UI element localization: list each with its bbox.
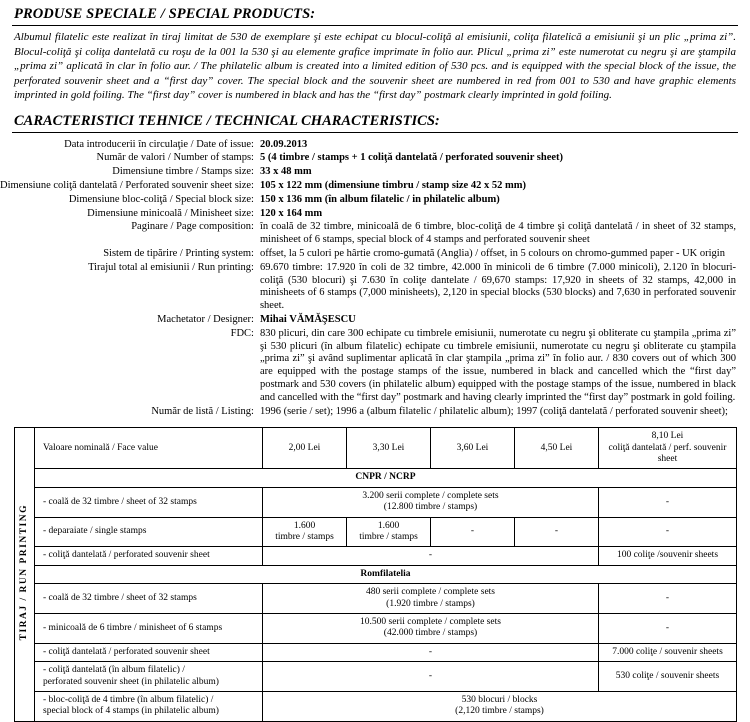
spec-label: FDC: bbox=[230, 327, 254, 339]
run-printing-table bbox=[14, 427, 737, 721]
row-label: - coală de 32 timbre / sheet of 32 stamps bbox=[35, 487, 263, 517]
table-cell: 530 coliţe / souvenir sheets bbox=[599, 662, 737, 692]
row-label: - coliţă dantelată / perforated souvenir sheet bbox=[35, 547, 263, 565]
spec-row bbox=[0, 314, 750, 328]
row-label: - coală de 32 timbre / sheet of 32 stamps bbox=[35, 584, 263, 614]
table-cell: 7.000 coliţe / souvenir sheets bbox=[599, 643, 737, 661]
row-label: - minicoală de 6 timbre / minisheet of 6 stamps bbox=[35, 614, 263, 644]
spec-row bbox=[0, 166, 750, 180]
table-row bbox=[15, 487, 737, 517]
column-header: Valoare nominală / Face value bbox=[35, 428, 263, 469]
table-cell: - bbox=[599, 584, 737, 614]
table-row bbox=[15, 643, 737, 661]
table-row bbox=[15, 584, 737, 614]
title-divider bbox=[12, 25, 738, 26]
table-group-row bbox=[15, 469, 737, 487]
spec-value: 20.09.2013 bbox=[259, 138, 308, 150]
spec-value: 69.670 timbre: 17.920 în coli de 32 timbre, 42.000 în minicoli de 6 timbre (7.000 minicoli), 2.120 în blocuri-coliţă (530 blocuri) şi 7.630 în coliţe dantelate / 69,670 stamps: 17,920 in sheets of 32 stamps, 42,000 in minisheets of 6 stamps (7,000 minisheets), 2,120 in special blocks (530 blocks) and 7,630 in perforated souvenir sheet. bbox=[259, 261, 736, 312]
spec-label: Dimensiune coliţă dantelată / Perforated souvenir sheet size: bbox=[0, 179, 254, 191]
table-row bbox=[15, 691, 737, 721]
table-cell: - bbox=[599, 487, 737, 517]
group-label: CNPR / NCRP bbox=[35, 469, 737, 487]
table-row bbox=[15, 662, 737, 692]
document-page bbox=[0, 6, 750, 717]
table-cell: - bbox=[263, 643, 599, 661]
table-cell: - bbox=[263, 547, 599, 565]
spec-label: Număr de listă / Listing: bbox=[151, 405, 254, 417]
spec-label: Dimensiune timbre / Stamps size: bbox=[112, 166, 254, 178]
table-cell: 530 blocuri / blocks (2,120 timbre / stamps) bbox=[263, 691, 737, 721]
table-cell: 10.500 serii complete / complete sets (42.000 timbre / stamps) bbox=[263, 614, 599, 644]
spec-value: Mihai VĂMĂŞESCU bbox=[259, 313, 356, 325]
column-header: 4,50 Lei bbox=[515, 428, 599, 469]
group-label: Romfilatelia bbox=[35, 565, 737, 583]
table-cell: - bbox=[263, 662, 599, 692]
spec-row bbox=[0, 406, 750, 420]
table-row bbox=[15, 517, 737, 547]
spec-row bbox=[0, 194, 750, 208]
table-cell: - bbox=[599, 614, 737, 644]
spec-row bbox=[0, 248, 750, 262]
technical-divider bbox=[12, 132, 738, 133]
spec-label: Dimensiune minicoală / Minisheet size: bbox=[87, 207, 254, 219]
row-label: - coliţă dantelată (în album filatelic) / perforated souvenir sheet (in philatelic album) bbox=[35, 662, 263, 692]
row-label: - deparaiate / single stamps bbox=[35, 517, 263, 547]
spec-value: offset, la 5 culori pe hârtie cromo-gumată (Anglia) / offset, in 5 colours on chromo-gummed paper - UK origin bbox=[259, 247, 725, 259]
spec-row bbox=[0, 180, 750, 194]
spec-value: 105 x 122 mm (dimensiune timbru / stamp size 42 x 52 mm) bbox=[259, 179, 526, 191]
spec-value: 150 x 136 mm (în album filatelic / in philatelic album) bbox=[259, 193, 500, 205]
table-cell: 1.600 timbre / stamps bbox=[263, 517, 347, 547]
spec-row bbox=[0, 221, 750, 248]
run-printing-side-label bbox=[15, 428, 35, 721]
column-header: 2,00 Lei bbox=[263, 428, 347, 469]
column-header: 8,10 Lei coliţă dantelată / perf. souvenir sheet bbox=[599, 428, 737, 469]
table-cell: 480 serii complete / complete sets (1.920 timbre / stamps) bbox=[263, 584, 599, 614]
table-group-row bbox=[15, 565, 737, 583]
spec-value: 120 x 164 mm bbox=[259, 207, 323, 219]
spec-value: 830 plicuri, din care 300 echipate cu timbrele emisiunii, numerotate cu negru şi obliterate cu ştampila „prima zi” şi 530 plicuri (în album filatelic) echipate cu timbrele emisiunii, numerotate cu negru şi obliterate cu ştampila „prima zi” şi având suplimentar aplicată în clar ştampila „prima zi” în folio aur. / 830 covers out of which 300 are equipped with the postage stamps of the issue, numbered in black and cancelled which the “first day” postmark and 530 covers (in philatelic album) equipped with the postage stamps of the issue, numbered in black and cancelled with the “first day” postmark and having clearly imprinted the “first day” postmark in gold foiling. bbox=[259, 327, 736, 403]
spec-value: 5 (4 timbre / stamps + 1 coliţă dantelată / perforated souvenir sheet) bbox=[259, 152, 564, 164]
spec-label: Dimensiune bloc-coliţă / Special block size: bbox=[68, 193, 254, 205]
table-cell: 100 coliţe /souvenir sheets bbox=[599, 547, 737, 565]
row-label: - bloc-coliţă de 4 timbre (în album filatelic) / special block of 4 stamps (in philatelic album) bbox=[35, 691, 263, 721]
table-cell: - bbox=[599, 517, 737, 547]
table-header-row bbox=[15, 428, 737, 469]
spec-row bbox=[0, 208, 750, 222]
page-title: PRODUSE SPECIALE / SPECIAL PRODUCTS: bbox=[14, 6, 316, 22]
spec-label: Tirajul total al emisiunii / Run printing: bbox=[88, 261, 254, 273]
technical-characteristics-heading: CARACTERISTICI TEHNICE / TECHNICAL CHARACTERISTICS: bbox=[14, 112, 440, 129]
intro-paragraph: Albumul filatelic este realizat în tiraj limitat de 530 de exemplare şi este echipat cu blocul-coliţă al emisiunii, coliţa filatelică a emisiunii şi un plic „prima zi”. Blocul-coliţă şi coliţa dantelată cu roşu de la 001 la 530 şi au elemente grafice imprimate în folio aur. Plicul „prima zi” este numerotat cu negru şi are ştampila „prima zi” aplicată în clar în folio aur. / The philatelic album is created into a limited edition of 530 pcs. and is equipped with the special block of the issue, the perforated souvenir sheet and a “first day” cover. The special block and the souvenir sheet are numbered in red from 001 to 530 and have graphic elements imprinted in gold foiling. The “first day” cover is numbered in black and has the “first day” postmark clearly imprinted in gold foiling. bbox=[14, 31, 736, 102]
table-cell: 1.600 timbre / stamps bbox=[347, 517, 431, 547]
spec-row bbox=[0, 262, 750, 314]
spec-value: 33 x 48 mm bbox=[259, 166, 312, 178]
table-cell: 3.200 serii complete / complete sets (12.800 timbre / stamps) bbox=[263, 487, 599, 517]
column-header: 3,60 Lei bbox=[431, 428, 515, 469]
spec-label: Sistem de tipărire / Printing system: bbox=[103, 247, 254, 259]
spec-label: Număr de valori / Number of stamps: bbox=[96, 152, 254, 164]
table-cell: - bbox=[431, 517, 515, 547]
table-row bbox=[15, 547, 737, 565]
side-label-text: TIRAJ / RUN PRINTING bbox=[18, 504, 29, 641]
run-printing-table-wrap bbox=[14, 427, 736, 721]
spec-row bbox=[0, 328, 750, 406]
column-header: 3,30 Lei bbox=[347, 428, 431, 469]
row-label: - coliţă dantelată / perforated souvenir sheet bbox=[35, 643, 263, 661]
spec-label: Data introducerii în circulaţie / Date of issue: bbox=[64, 138, 254, 150]
specs-table bbox=[0, 139, 750, 420]
spec-label: Paginare / Page composition: bbox=[131, 221, 254, 233]
spec-row bbox=[0, 139, 750, 153]
spec-value: în coală de 32 timbre, minicoală de 6 timbre, bloc-coliţă de 4 timbre şi coliţă dantelată / in sheet of 32 stamps, minisheet of 6 stamps, special block of 4 stamps and perforated souvenir sheet bbox=[259, 221, 736, 246]
spec-value: 1996 (serie / set); 1996 a (album filatelic / philatelic album); 1997 (coliţă dantelată / perforated souvenir sheet); bbox=[259, 405, 728, 417]
table-row bbox=[15, 614, 737, 644]
spec-row bbox=[0, 152, 750, 166]
table-cell: - bbox=[515, 517, 599, 547]
spec-label: Machetator / Designer: bbox=[157, 313, 254, 325]
